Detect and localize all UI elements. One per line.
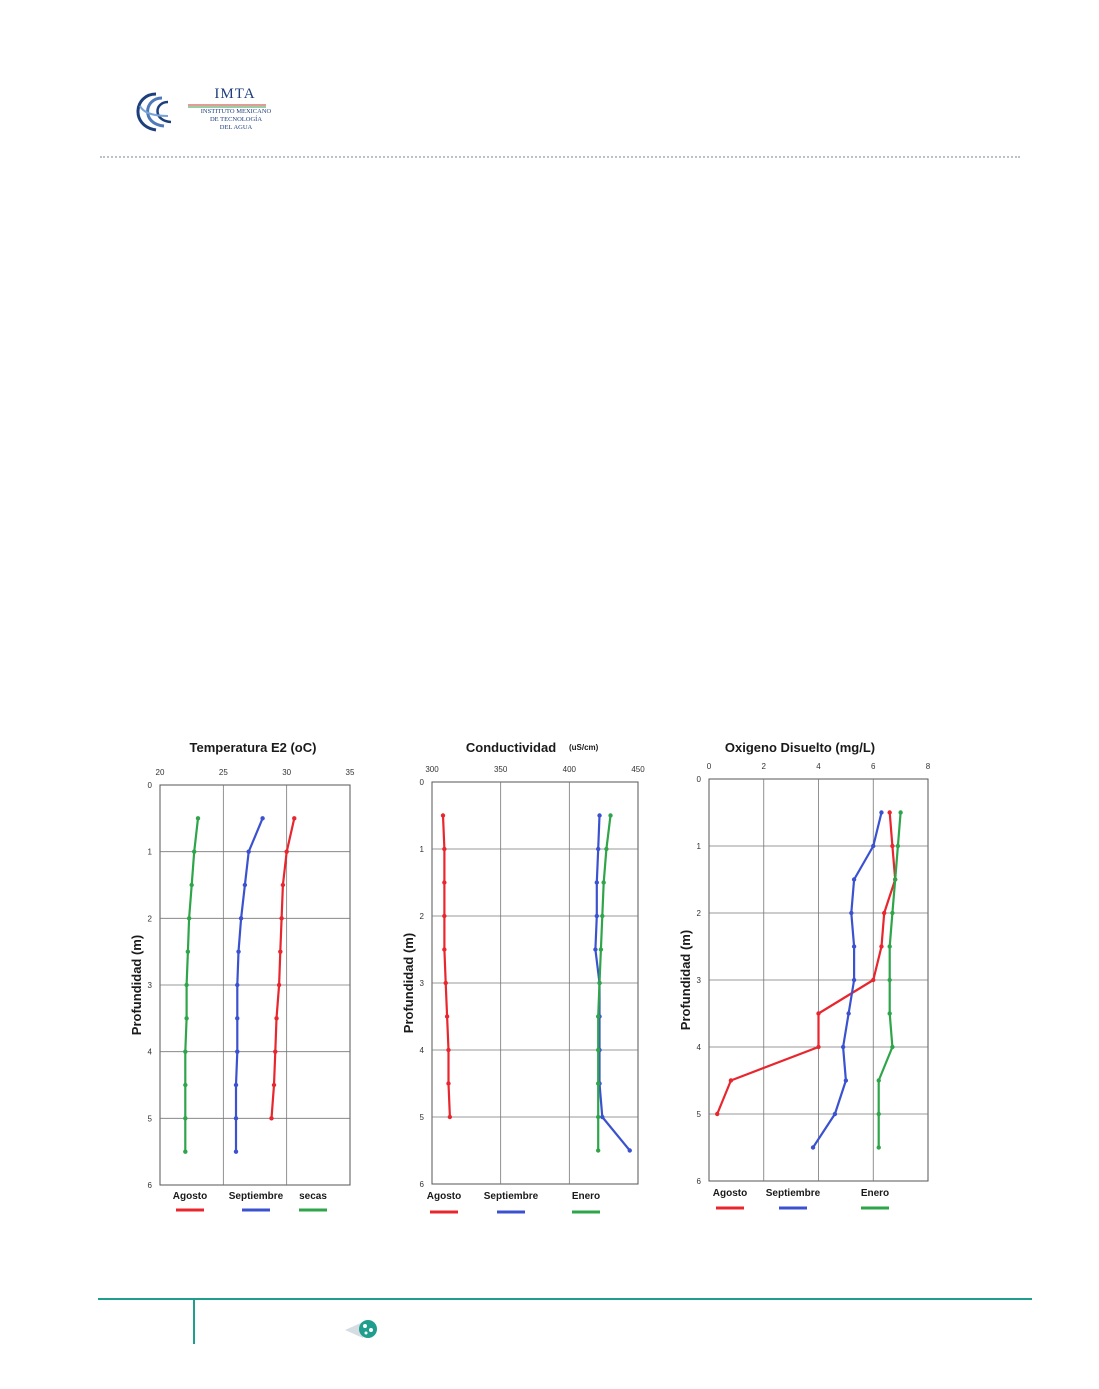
data-point — [604, 847, 608, 851]
chart-title: Oxigeno Disuelto (mg/L) — [724, 740, 876, 755]
data-point — [816, 1045, 820, 1049]
legend-label: Agosto — [426, 1191, 462, 1202]
data-point — [600, 914, 604, 918]
data-point — [272, 1083, 276, 1087]
legend-label: secas — [299, 1191, 327, 1202]
data-point — [442, 914, 446, 918]
logo-subtitle — [180, 108, 292, 132]
data-point — [896, 844, 900, 848]
y-tick-label: 3 — [147, 981, 152, 990]
y-tick-label: 2 — [696, 909, 701, 918]
chart-oxigeno-svg — [680, 730, 950, 1220]
chart-title: Temperatura E2 (oC) — [189, 740, 317, 755]
y-tick-label: 6 — [147, 1181, 152, 1190]
chart-temperatura — [128, 730, 368, 1220]
y-tick-label: 1 — [696, 842, 701, 851]
data-point — [260, 816, 264, 820]
data-point — [446, 1048, 450, 1052]
data-point — [274, 1016, 278, 1020]
data-point — [235, 983, 239, 987]
data-point — [183, 1083, 187, 1087]
legend-label: Enero — [571, 1191, 601, 1202]
data-point — [877, 1145, 881, 1149]
data-point — [599, 947, 603, 951]
chart-temperatura-svg — [128, 730, 368, 1220]
x-tick-label: 20 — [155, 768, 165, 777]
data-point — [596, 1115, 600, 1119]
y-tick-label: 3 — [419, 979, 424, 988]
data-point — [234, 1116, 238, 1120]
x-tick-label: 350 — [493, 765, 508, 774]
data-point — [887, 978, 891, 982]
x-tick-label: 450 — [631, 765, 645, 774]
y-tick-label: 0 — [419, 778, 424, 787]
data-point — [442, 947, 446, 951]
data-point — [811, 1145, 815, 1149]
data-point — [846, 1011, 850, 1015]
data-point — [597, 981, 601, 985]
data-point — [879, 944, 883, 948]
data-point — [628, 1148, 632, 1152]
legend-label: Septiembre — [765, 1188, 821, 1199]
data-point — [448, 1115, 452, 1119]
data-point — [596, 1148, 600, 1152]
data-point — [596, 1081, 600, 1085]
chart-conductividad — [396, 730, 656, 1220]
data-point — [608, 813, 612, 817]
data-point — [887, 1011, 891, 1015]
data-point — [844, 1078, 848, 1082]
data-point — [601, 880, 605, 884]
data-point — [183, 1049, 187, 1053]
data-point — [183, 1149, 187, 1153]
data-point — [284, 849, 288, 853]
data-point — [595, 914, 599, 918]
data-point — [877, 1078, 881, 1082]
data-point — [445, 1014, 449, 1018]
chart-title: Conductividad — [465, 740, 557, 755]
footer-vertical-bar — [193, 1300, 195, 1344]
data-point — [234, 1149, 238, 1153]
data-point — [444, 981, 448, 985]
data-point — [715, 1112, 719, 1116]
data-point — [246, 849, 250, 853]
data-point — [890, 911, 894, 915]
data-point — [877, 1112, 881, 1116]
data-point — [243, 883, 247, 887]
globe-icon — [343, 1316, 383, 1340]
data-point — [442, 880, 446, 884]
data-point — [816, 1011, 820, 1015]
data-point — [597, 813, 601, 817]
data-point — [887, 810, 891, 814]
data-point — [292, 816, 296, 820]
data-point — [593, 947, 597, 951]
data-point — [281, 883, 285, 887]
y-tick-label: 6 — [419, 1180, 424, 1189]
data-point — [729, 1078, 733, 1082]
legend-label: Agosto — [712, 1188, 748, 1199]
logo-line-2: DE TECNOLOGÍA — [209, 116, 263, 123]
header-divider — [100, 156, 1020, 158]
data-point — [852, 944, 856, 948]
data-point — [236, 949, 240, 953]
data-point — [184, 1016, 188, 1020]
y-tick-label: 2 — [419, 912, 424, 921]
y-tick-label: 1 — [419, 845, 424, 854]
logo-title: IMTA — [214, 86, 256, 102]
data-point — [596, 1014, 600, 1018]
data-point — [235, 1049, 239, 1053]
data-point — [184, 983, 188, 987]
y-tick-label: 0 — [696, 775, 701, 784]
y-tick-label: 0 — [147, 781, 152, 790]
legend-label: Septiembre — [483, 1191, 539, 1202]
data-point — [196, 816, 200, 820]
y-tick-label: 4 — [419, 1046, 424, 1055]
data-point — [235, 1016, 239, 1020]
y-axis-label: Profundidad (m) — [129, 934, 144, 1036]
logo-line-1: INSTITUTO MEXICANO — [200, 108, 272, 115]
data-point — [446, 1081, 450, 1085]
x-tick-label: 4 — [816, 762, 821, 771]
data-point — [890, 844, 894, 848]
x-tick-label: 35 — [345, 768, 355, 777]
data-point — [852, 978, 856, 982]
x-tick-label: 8 — [925, 762, 931, 771]
data-point — [871, 844, 875, 848]
y-tick-label: 2 — [147, 914, 152, 924]
data-point — [849, 911, 853, 915]
data-point — [189, 883, 193, 887]
legend-label: Agosto — [172, 1191, 208, 1202]
y-axis-label: Profundidad (m) — [401, 932, 416, 1034]
data-point — [269, 1116, 273, 1120]
y-tick-label: 3 — [696, 976, 701, 985]
data-point — [239, 916, 243, 920]
legend-label: Septiembre — [228, 1191, 284, 1202]
data-point — [278, 949, 282, 953]
data-point — [596, 847, 600, 851]
data-point — [879, 810, 883, 814]
data-point — [898, 810, 902, 814]
x-tick-label: 300 — [425, 765, 439, 774]
chart-title-unit: (uS/cm) — [569, 743, 599, 752]
data-point — [279, 916, 283, 920]
data-point — [852, 877, 856, 881]
x-tick-label: 400 — [562, 765, 577, 774]
y-tick-label: 5 — [147, 1114, 152, 1124]
y-tick-label: 4 — [147, 1047, 152, 1057]
x-tick-label: 6 — [871, 762, 876, 771]
y-tick-label: 4 — [696, 1043, 701, 1052]
x-tick-label: 0 — [706, 762, 712, 771]
data-point — [871, 978, 875, 982]
data-point — [833, 1112, 837, 1116]
legend-label: Enero — [860, 1188, 890, 1199]
data-point — [441, 813, 445, 817]
data-point — [600, 1115, 604, 1119]
footer-divider — [98, 1298, 1032, 1300]
chart-oxigeno — [680, 730, 950, 1220]
chart-conductividad-svg — [396, 730, 656, 1220]
data-point — [887, 944, 891, 948]
y-tick-label: 6 — [696, 1177, 701, 1186]
data-point — [234, 1083, 238, 1087]
data-point — [841, 1045, 845, 1049]
data-point — [183, 1116, 187, 1120]
x-tick-label: 30 — [282, 768, 292, 777]
data-point — [187, 916, 191, 920]
data-point — [595, 880, 599, 884]
data-point — [186, 949, 190, 953]
data-point — [890, 1045, 894, 1049]
data-point — [893, 877, 897, 881]
y-axis-label: Profundidad (m) — [678, 929, 693, 1031]
data-point — [192, 849, 196, 853]
x-tick-label: 2 — [761, 762, 766, 771]
data-point — [882, 911, 886, 915]
y-tick-label: 1 — [147, 847, 152, 857]
data-point — [273, 1049, 277, 1053]
data-point — [277, 983, 281, 987]
data-point — [442, 847, 446, 851]
x-tick-label: 25 — [218, 768, 228, 777]
data-point — [596, 1048, 600, 1052]
y-tick-label: 5 — [696, 1110, 701, 1119]
y-tick-label: 5 — [419, 1113, 424, 1122]
logo-line-3: DEL AGUA — [219, 124, 253, 131]
